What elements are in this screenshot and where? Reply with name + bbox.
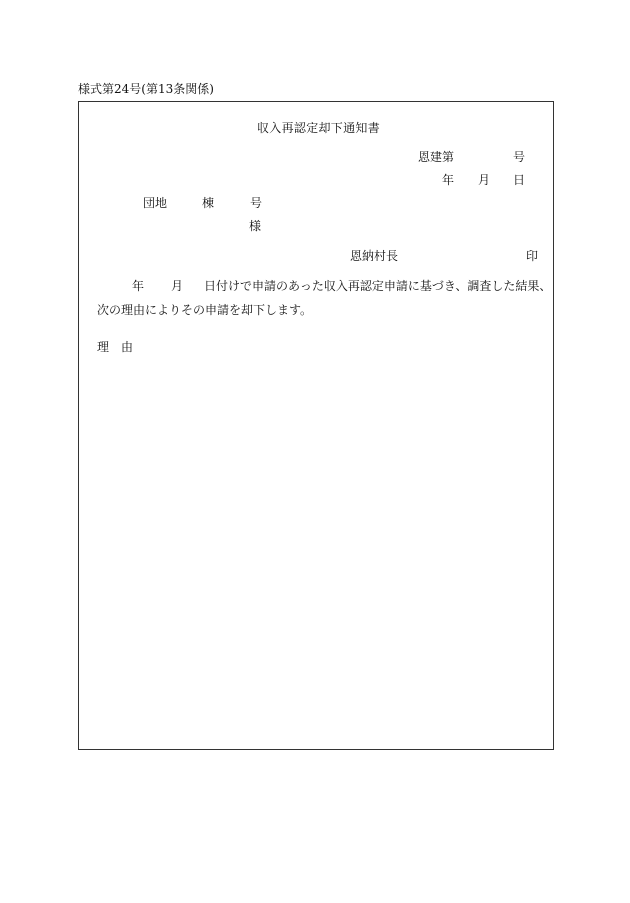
date-month-label: 月 (478, 173, 491, 187)
address-mune-label: 棟 (202, 196, 215, 210)
reason-label-char-1: 理 (97, 340, 110, 354)
document-number-prefix: 恩建第 (418, 150, 455, 164)
issuer-name: 恩納村長 (350, 249, 399, 263)
document-title: 収入再認定却下通知書 (257, 121, 381, 135)
body-line-2: 次の理由によりその申請を却下します。 (97, 303, 313, 317)
form-number: 様式第24号(第13条関係) (78, 82, 214, 96)
address-gou-label: 号 (250, 196, 263, 210)
reason-label (97, 340, 133, 354)
reason-label-char-2: 由 (121, 340, 134, 354)
address-danchi-label: 団地 (143, 196, 168, 210)
document-number-suffix: 号 (513, 150, 526, 164)
date-day-label: 日 (513, 173, 526, 187)
notice-frame (78, 101, 554, 750)
seal-mark: 印 (526, 249, 539, 263)
date-year-label: 年 (442, 173, 455, 187)
body-text-1: 日付けで申請のあった収入再認定申請に基づき、調査した結果、 (204, 279, 552, 293)
recipient-honorific: 様 (249, 219, 262, 233)
body-month-label: 月 (171, 279, 184, 293)
body-year-label: 年 (132, 279, 145, 293)
